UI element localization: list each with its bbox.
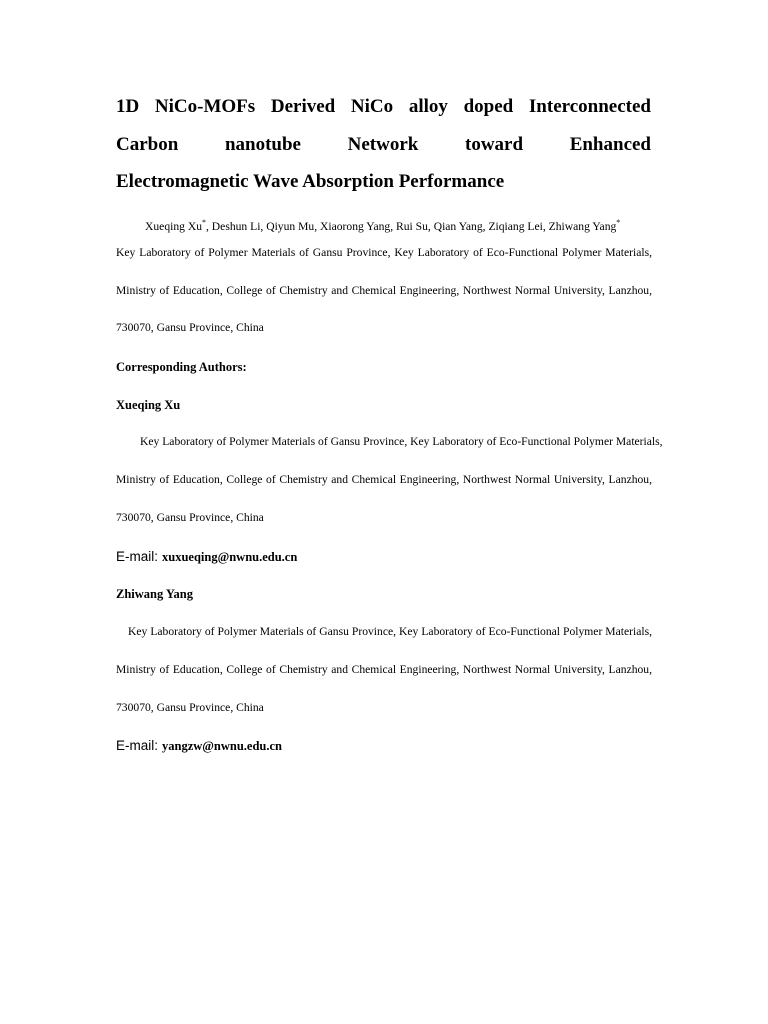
corresponding-author-name: Xueqing Xu	[116, 398, 181, 412]
author-list: Xueqing Xu*, Deshun Li, Qiyun Mu, Xiaorong Yang, Rui Su, Qian Yang, Ziqiang Lei, Zhiwang Yang*	[145, 218, 621, 233]
paper-title-line-3: Electromagnetic Wave Absorption Performance	[116, 171, 505, 192]
email-label: E-mail:	[116, 549, 159, 564]
corresponding-affiliation-line-2: Ministry of Education, College of Chemistry and Chemical Engineering, Northwest Normal University, Lanzhou,	[116, 663, 652, 676]
corresponding-email	[116, 737, 282, 755]
corresponding-affiliation-line-3: 730070, Gansu Province, China	[116, 701, 264, 714]
email-address[interactable]: yangzw@nwnu.edu.cn	[162, 739, 283, 753]
corresponding-affiliation-line-1: Key Laboratory of Polymer Materials of Gansu Province, Key Laboratory of Eco-Functional Polymer Materials,	[140, 435, 663, 448]
corresponding-email	[116, 548, 297, 566]
corresponding-authors-heading: Corresponding Authors:	[116, 360, 247, 374]
affiliation-line-2: Ministry of Education, College of Chemistry and Chemical Engineering, Northwest Normal University, Lanzhou,	[116, 284, 652, 297]
affiliation-line-1: Key Laboratory of Polymer Materials of Gansu Province, Key Laboratory of Eco-Functional Polymer Materials,	[116, 246, 652, 259]
paper-title-line-1: 1D NiCo-MOFs Derived NiCo alloy doped Interconnected	[116, 96, 651, 117]
corresponding-affiliation-line-3: 730070, Gansu Province, China	[116, 511, 264, 524]
corresponding-author-name: Zhiwang Yang	[116, 587, 193, 601]
corresponding-affiliation-line-1: Key Laboratory of Polymer Materials of Gansu Province, Key Laboratory of Eco-Functional Polymer Materials,	[128, 625, 652, 638]
email-address[interactable]: xuxueqing@nwnu.edu.cn	[162, 550, 298, 564]
paper-title-line-2: Carbon nanotube Network toward Enhanced	[116, 134, 651, 155]
email-label: E-mail:	[116, 738, 159, 753]
corresponding-affiliation-line-2: Ministry of Education, College of Chemistry and Chemical Engineering, Northwest Normal University, Lanzhou,	[116, 473, 652, 486]
affiliation-line-3: 730070, Gansu Province, China	[116, 321, 264, 334]
